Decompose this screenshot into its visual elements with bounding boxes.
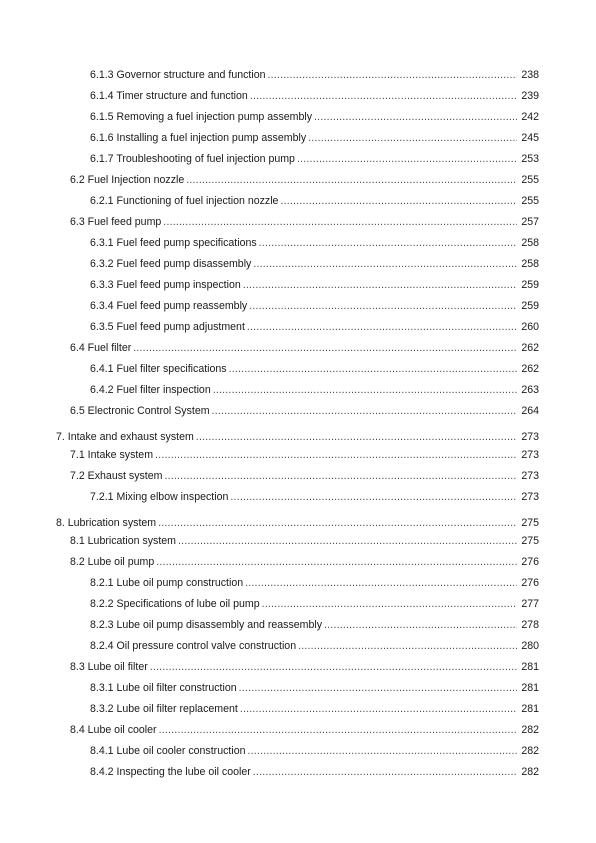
dot-leader: [159, 723, 517, 737]
dot-leader: [324, 618, 517, 632]
toc-entry-title: 8.4.1 Lube oil cooler construction: [90, 745, 246, 757]
toc-entry-title: 8.3 Lube oil filter: [70, 661, 148, 673]
toc-entry[interactable]: [70, 404, 539, 418]
toc-entry[interactable]: [90, 152, 539, 166]
toc-entry-page-number: 255: [521, 174, 539, 186]
toc-entry-page-number: 264: [521, 405, 539, 417]
toc-entry[interactable]: [90, 765, 539, 779]
toc-entry[interactable]: [90, 89, 539, 103]
dot-leader: [196, 430, 517, 444]
toc-entry[interactable]: [90, 597, 539, 611]
toc-entry[interactable]: [56, 516, 539, 530]
toc-entry-page-number: 238: [521, 69, 539, 81]
toc-entry[interactable]: [90, 110, 539, 124]
toc-entry-page-number: 259: [521, 279, 539, 291]
toc-entry-title: 6.4.2 Fuel filter inspection: [90, 384, 211, 396]
dot-leader: [253, 765, 517, 779]
toc-entry-page-number: 276: [521, 577, 539, 589]
toc-entry-page-number: 276: [521, 556, 539, 568]
toc-entry[interactable]: [90, 639, 539, 653]
toc-entry-page-number: 257: [521, 216, 539, 228]
dot-leader: [212, 404, 517, 418]
toc-entry-title: 6.3.3 Fuel feed pump inspection: [90, 279, 241, 291]
dot-leader: [259, 236, 517, 250]
toc-entry[interactable]: [90, 194, 539, 208]
toc-entry-title: 6.1.3 Governor structure and function: [90, 69, 266, 81]
toc-entry-page-number: 263: [521, 384, 539, 396]
dot-leader: [280, 194, 517, 208]
toc-entry-page-number: 281: [521, 661, 539, 673]
toc-entry-page-number: 253: [521, 153, 539, 165]
dot-leader: [156, 555, 517, 569]
dot-leader: [163, 215, 517, 229]
toc-entry[interactable]: [90, 383, 539, 397]
dot-leader: [247, 320, 517, 334]
dot-leader: [268, 68, 518, 82]
toc-entry[interactable]: [70, 173, 539, 187]
dot-leader: [298, 639, 517, 653]
toc-entry[interactable]: [70, 534, 539, 548]
toc-entry-page-number: 277: [521, 598, 539, 610]
dot-leader: [308, 131, 517, 145]
toc-entry[interactable]: [70, 555, 539, 569]
dot-leader: [229, 362, 517, 376]
toc-entry-page-number: 262: [521, 363, 539, 375]
toc-entry-title: 7. Intake and exhaust system: [56, 431, 194, 443]
toc-entry-title: 6.1.7 Troubleshooting of fuel injection pump: [90, 153, 295, 165]
toc-entry-title: 6.4.1 Fuel filter specifications: [90, 363, 227, 375]
toc-entry-title: 6.1.6 Installing a fuel injection pump assembly: [90, 132, 307, 144]
toc-entry[interactable]: [90, 278, 539, 292]
toc-entry[interactable]: [90, 299, 539, 313]
toc-entry-title: 8.2.1 Lube oil pump construction: [90, 577, 244, 589]
toc-entry-title: 6.3.2 Fuel feed pump disassembly: [90, 258, 252, 270]
toc-entry-title: 6.3.5 Fuel feed pump adjustment: [90, 321, 245, 333]
toc-entry[interactable]: [70, 341, 539, 355]
toc-entry[interactable]: [56, 430, 539, 444]
toc-entry-title: 8.3.2 Lube oil filter replacement: [90, 703, 238, 715]
toc-entry-title: 8.2 Lube oil pump: [70, 556, 155, 568]
dot-leader: [247, 744, 517, 758]
toc-entry[interactable]: [90, 618, 539, 632]
dot-leader: [314, 110, 517, 124]
toc-entry[interactable]: [90, 68, 539, 82]
toc-entry[interactable]: [90, 702, 539, 716]
toc-entry-page-number: 242: [521, 111, 539, 123]
toc-entry-title: 6.3 Fuel feed pump: [70, 216, 162, 228]
toc-entry[interactable]: [70, 215, 539, 229]
toc-entry-page-number: 281: [521, 682, 539, 694]
toc-entry-title: 6.3.1 Fuel feed pump specifications: [90, 237, 257, 249]
toc-entry-page-number: 275: [521, 517, 539, 529]
toc-entry-title: 8.1 Lubrication system: [70, 535, 176, 547]
dot-leader: [253, 257, 517, 271]
toc-entry-page-number: 258: [521, 237, 539, 249]
toc-entry-page-number: 260: [521, 321, 539, 333]
dot-leader: [249, 299, 517, 313]
dot-leader: [243, 278, 517, 292]
toc-entry-title: 8.2.3 Lube oil pump disassembly and reassembly: [90, 619, 323, 631]
toc-entry[interactable]: [90, 257, 539, 271]
dot-leader: [297, 152, 517, 166]
toc-entry-page-number: 258: [521, 258, 539, 270]
dot-leader: [155, 448, 517, 462]
toc-entry-page-number: 281: [521, 703, 539, 715]
toc-entry-title: 6.2.1 Functioning of fuel injection nozzle: [90, 195, 279, 207]
toc-entry-page-number: 275: [521, 535, 539, 547]
toc-entry-title: 8.2.2 Specifications of lube oil pump: [90, 598, 260, 610]
toc-entry-page-number: 273: [521, 431, 539, 443]
toc-entry-title: 8. Lubrication system: [56, 517, 157, 529]
toc-entry-page-number: 273: [521, 449, 539, 461]
toc-entry[interactable]: [90, 362, 539, 376]
dot-leader: [239, 681, 517, 695]
toc-entry[interactable]: [90, 490, 539, 504]
toc-entry[interactable]: [70, 723, 539, 737]
toc-entry-page-number: 262: [521, 342, 539, 354]
toc-entry-title: 7.2.1 Mixing elbow inspection: [90, 491, 229, 503]
toc-entry-title: 6.4 Fuel filter: [70, 342, 132, 354]
toc-entry[interactable]: [90, 131, 539, 145]
toc-entry-page-number: 255: [521, 195, 539, 207]
dot-leader: [250, 89, 517, 103]
dot-leader: [150, 660, 517, 674]
toc-entry-page-number: 282: [521, 745, 539, 757]
toc-entry-title: 8.4.2 Inspecting the lube oil cooler: [90, 766, 251, 778]
dot-leader: [213, 383, 517, 397]
toc-entry-page-number: 282: [521, 766, 539, 778]
toc-entry-title: 8.4 Lube oil cooler: [70, 724, 157, 736]
toc-entry-title: 6.3.4 Fuel feed pump reassembly: [90, 300, 248, 312]
dot-leader: [240, 702, 517, 716]
dot-leader: [230, 490, 517, 504]
toc-entry-page-number: 239: [521, 90, 539, 102]
toc-entry-title: 6.5 Electronic Control System: [70, 405, 210, 417]
dot-leader: [245, 576, 517, 590]
dot-leader: [178, 534, 517, 548]
dot-leader: [164, 469, 517, 483]
dot-leader: [133, 341, 517, 355]
toc-entry-title: 7.1 Intake system: [70, 449, 154, 461]
toc-entry-page-number: 282: [521, 724, 539, 736]
toc-entry-page-number: 273: [521, 491, 539, 503]
dot-leader: [186, 173, 517, 187]
toc-entry-page-number: 280: [521, 640, 539, 652]
toc-entry-title: 6.1.4 Timer structure and function: [90, 90, 248, 102]
toc-entry[interactable]: [90, 744, 539, 758]
dot-leader: [158, 516, 517, 530]
toc-entry-page-number: 273: [521, 470, 539, 482]
toc-entry[interactable]: [90, 576, 539, 590]
dot-leader: [262, 597, 517, 611]
toc-entry[interactable]: [90, 320, 539, 334]
toc-entry-page-number: 259: [521, 300, 539, 312]
toc-entry-title: 6.1.5 Removing a fuel injection pump assembly: [90, 111, 312, 123]
toc-entry-title: 6.2 Fuel Injection nozzle: [70, 174, 185, 186]
toc-entry-title: 7.2 Exhaust system: [70, 470, 163, 482]
toc-entry-title: 8.2.4 Oil pressure control valve construction: [90, 640, 297, 652]
toc-entry-page-number: 278: [521, 619, 539, 631]
toc-entry[interactable]: [70, 660, 539, 674]
toc-entry-title: 8.3.1 Lube oil filter construction: [90, 682, 237, 694]
toc-entry[interactable]: [70, 448, 539, 462]
toc-entry[interactable]: [90, 681, 539, 695]
toc-entry[interactable]: [90, 236, 539, 250]
toc-entry-page-number: 245: [521, 132, 539, 144]
toc-entry[interactable]: [70, 469, 539, 483]
